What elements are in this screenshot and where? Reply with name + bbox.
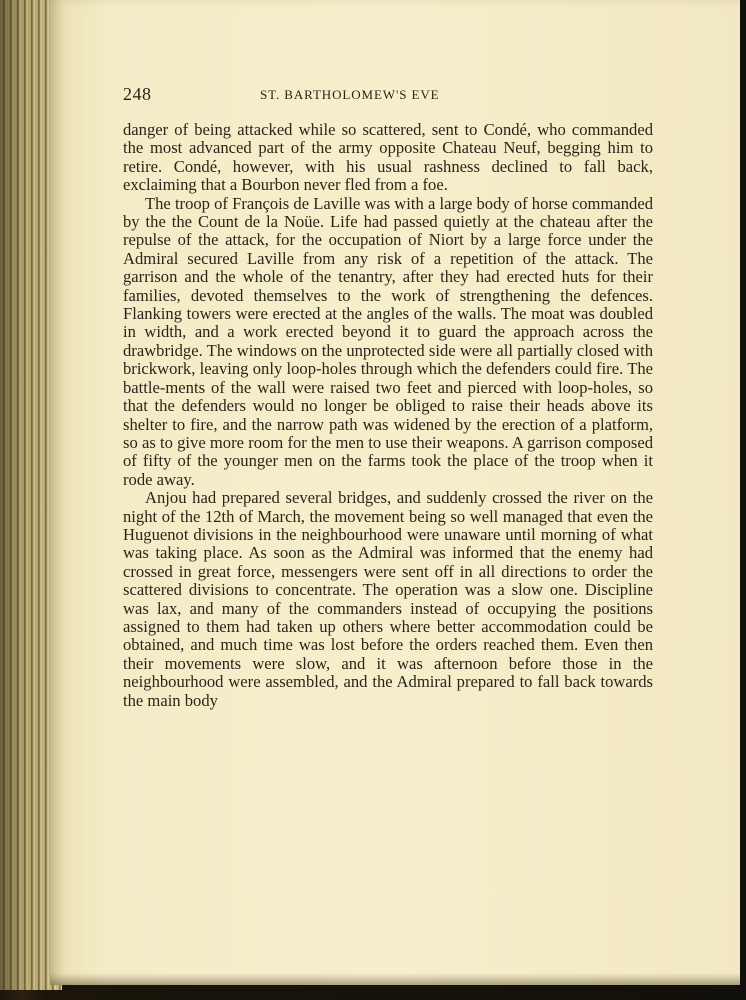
paragraph-anjou-crossing: Anjou had prepared several bridges, and suddenly crossed the river on the night of the 12th of March, the movement being so well managed that even the Huguenot divisions in the neighbourhood were unaware until morning of what was taking place. As soon as the Admiral was informed that the enemy had crossed in great force, messengers were sent off in all directions to order the scattered divisions to concentrate. The operation was a slow one. Discipline was lax, and many of the commanders instead of occupying the positions assigned to them had taken up others where better accommodation could be obtained, and much time was lost before the orders reached them. Even then their movements were slow, and it was afternoon before those in the neighbourhood were assembled, and the Admiral prepared to fall back towards the main body	[123, 488, 653, 710]
page-header	[123, 84, 653, 108]
page-bottom-shadow	[50, 973, 740, 985]
page-number: 248	[123, 84, 152, 104]
paragraph-laville-troop: The troop of François de Laville was with a large body of horse commanded by the the Count de la Noüe. Life had passed quietly at the chateau after the repulse of the attack, for the occupation of Niort by a large force under the Admiral secured Laville from any risk of a repetition of the attack. The garrison and the whole of the tenantry, after they had erected huts for their families, devoted themselves to the work of strengthening the defences. Flanking towers were erected at the angles of the walls. The moat was doubled in width, and a work erected beyond it to guard the approach across the drawbridge. The windows on the unprotected side were all partially closed with brickwork, leaving only loop-holes through which the defenders could fire. The battle-ments of the wall were raised two feet and pierced with loop-holes, so that the defenders would no longer be obliged to raise their heads above its shelter to fire, and the narrow path was widened by the erection of a platform, so as to give more room for the men to use their weapons. A garrison composed of fifty of the younger men on the farms took the place of the troop when it rode away.	[123, 193, 653, 489]
page-body-text	[123, 121, 653, 710]
paragraph-continued: danger of being attacked while so scattered, sent to Condé, who commanded the most advanced part of the army opposite Chateau Neuf, begging him to retire. Condé, however, with his usual rashness declined to fall back, exclaiming that a Bourbon never fled from a foe.	[123, 120, 653, 195]
running-title: ST. BARTHOLOMEW'S EVE	[260, 87, 440, 102]
